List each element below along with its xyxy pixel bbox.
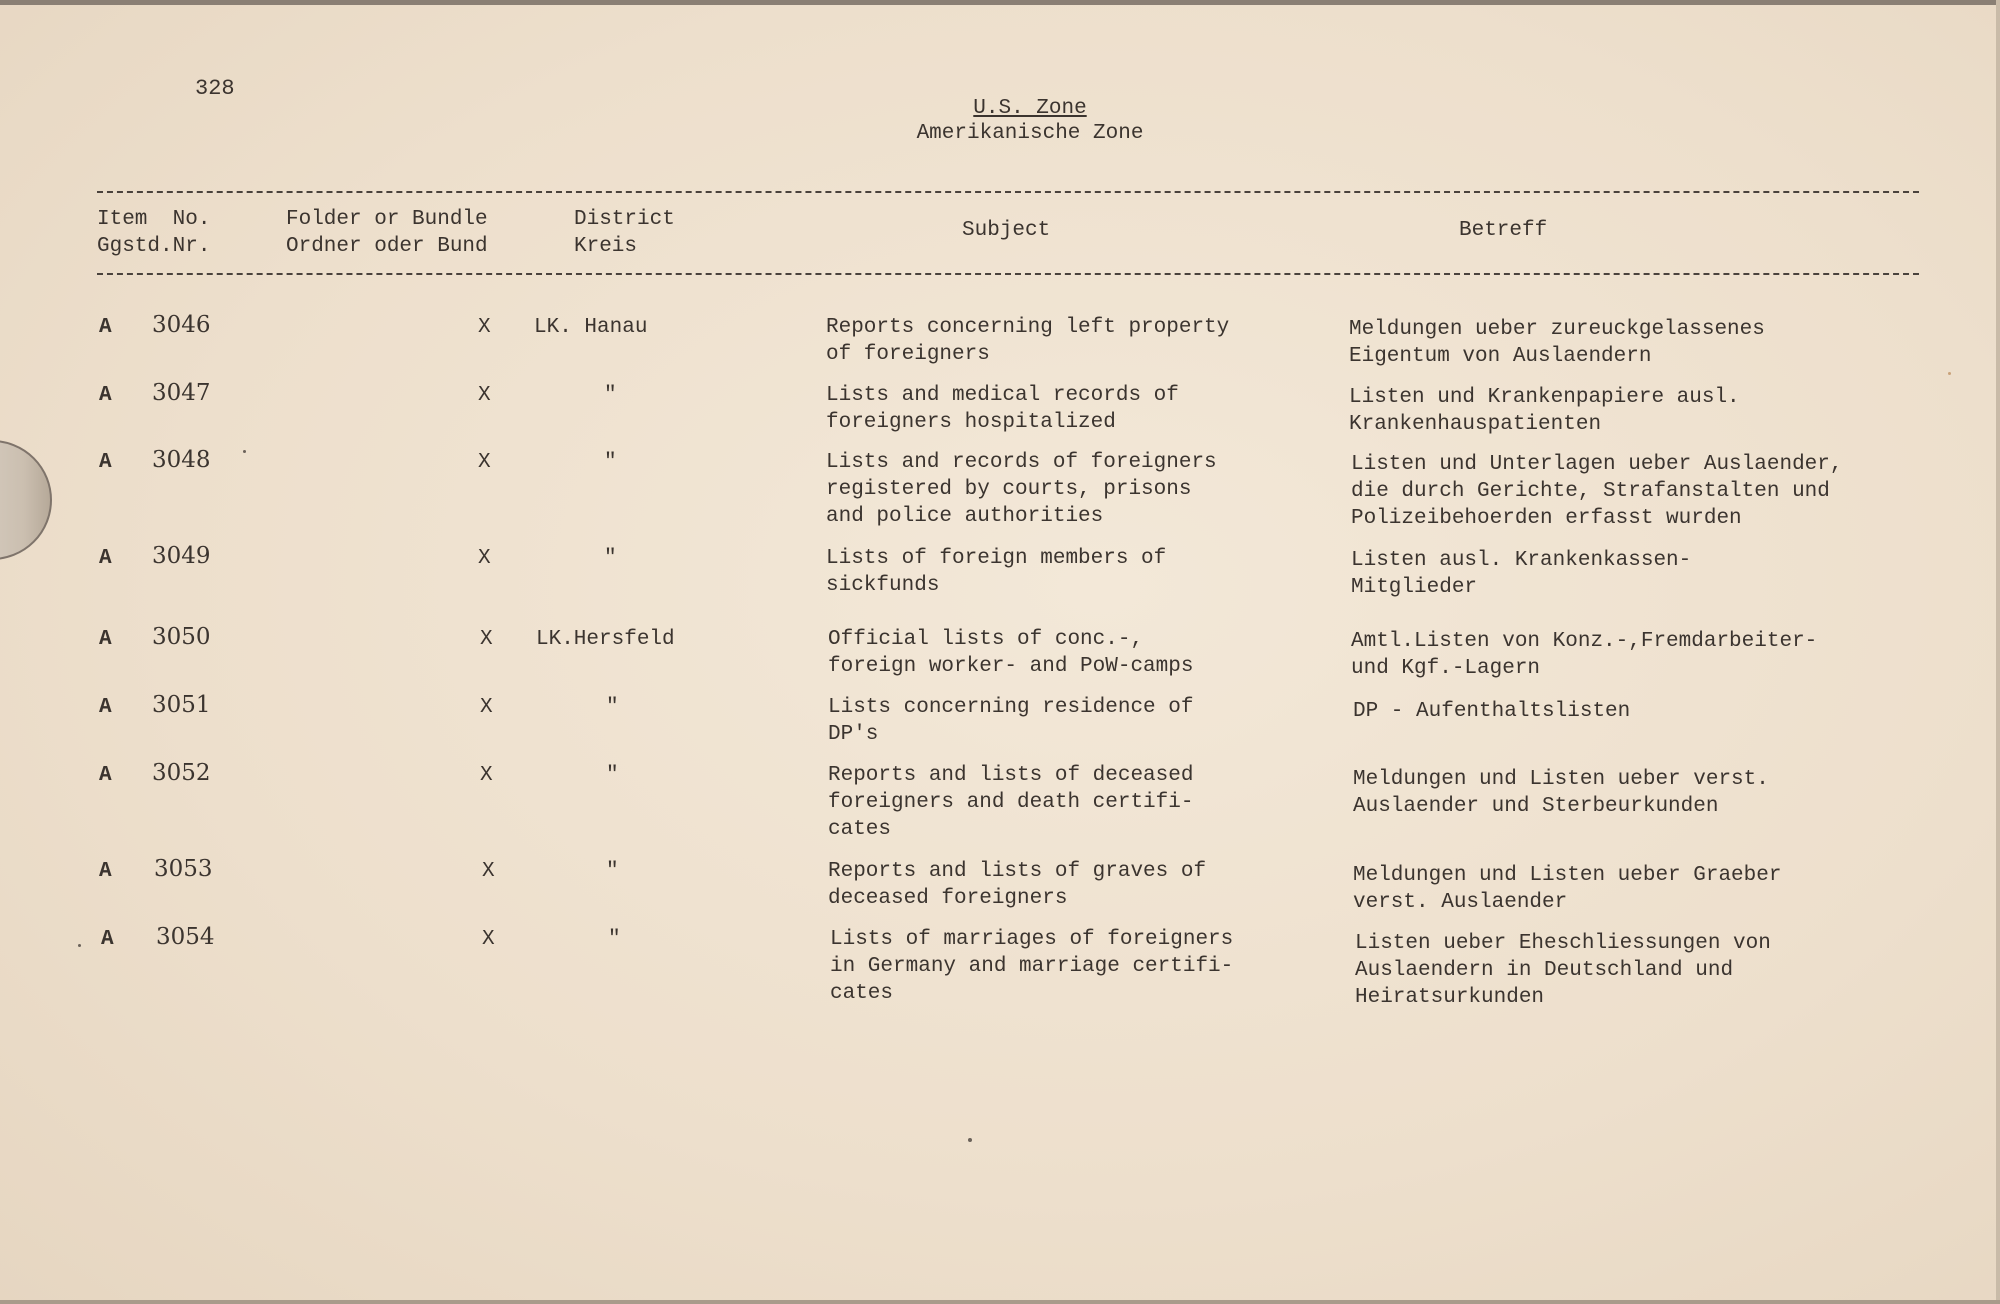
row-letter: A: [99, 316, 112, 339]
row-betreff: DP - Aufenthaltslisten: [1353, 700, 1631, 723]
paper-speck: [243, 450, 246, 453]
row-district: LK. Hanau: [534, 316, 648, 339]
row-item-number: 3051: [152, 692, 211, 718]
row-betreff: Listen ueber Eheschliessungen von Auslaendern in Deutschland und Heiratsurkunden: [1355, 932, 1771, 1009]
binder-tab: [0, 440, 52, 560]
paper-speck: [1948, 372, 1951, 375]
header-district-en: District: [574, 208, 675, 231]
row-folder: X: [478, 451, 491, 474]
header-item-no-en: Item No.: [97, 208, 211, 231]
row-subject: Lists of foreign members of sickfunds: [826, 547, 1167, 597]
row-subject: Lists concerning residence of DP's: [828, 696, 1194, 746]
header-item-no-de: Ggstd.Nr.: [97, 235, 211, 258]
row-item-number: 3054: [156, 924, 215, 950]
row-item-number: 3046: [152, 312, 211, 338]
row-betreff: Amtl.Listen von Konz.-,Fremdarbeiter- und Kgf.-Lagern: [1351, 630, 1818, 680]
page-number: 328: [195, 76, 235, 101]
row-district: ": [608, 928, 621, 951]
row-betreff: Listen und Unterlagen ueber Auslaender, die durch Gerichte, Strafanstalten und Polizeibehoerden erfasst wurden: [1351, 453, 1843, 530]
row-district: ": [606, 764, 619, 787]
page-top-edge: [0, 0, 2000, 5]
row-item-number: 3053: [154, 856, 213, 882]
row-item-number: 3052: [152, 760, 211, 786]
row-district: ": [604, 547, 617, 570]
row-betreff: Listen und Krankenpapiere ausl. Krankenhauspatienten: [1349, 386, 1740, 436]
row-district: ": [606, 860, 619, 883]
row-folder: X: [478, 547, 491, 570]
row-letter: A: [99, 384, 112, 407]
zone-title-german: Amerikanische Zone: [916, 122, 1144, 145]
row-letter: A: [99, 696, 112, 719]
row-subject: Lists of marriages of foreigners in Germany and marriage certifi- cates: [830, 928, 1234, 1005]
row-subject: Reports and lists of deceased foreigners and death certifi- cates: [828, 764, 1194, 841]
row-folder: X: [482, 928, 495, 951]
paper-speck: [968, 1138, 972, 1142]
row-item-number: 3050: [152, 624, 211, 650]
header-folder: [286, 206, 488, 260]
row-item-number: 3047: [152, 380, 211, 406]
row-betreff: Meldungen und Listen ueber Graeber verst. Auslaender: [1353, 864, 1782, 914]
row-letter: A: [99, 451, 112, 474]
row-letter: A: [99, 860, 112, 883]
header-folder-de: Ordner oder Bund: [286, 235, 488, 258]
header-subject: Subject: [962, 219, 1051, 242]
row-betreff: Meldungen und Listen ueber verst. Auslaender und Sterbeurkunden: [1353, 768, 1769, 818]
row-folder: X: [482, 860, 495, 883]
row-item-number: 3048: [152, 447, 211, 473]
header-district-de: Kreis: [574, 235, 638, 258]
row-betreff: Meldungen ueber zureuckgelassenes Eigentum von Auslaendern: [1349, 318, 1765, 368]
page-right-edge: [1996, 0, 2000, 1304]
row-folder: X: [480, 628, 493, 651]
row-district: LK.Hersfeld: [536, 628, 675, 651]
header-item-no: [97, 206, 210, 260]
row-folder: X: [478, 384, 491, 407]
row-subject: Lists and records of foreigners registered by courts, prisons and police authorities: [826, 451, 1217, 528]
row-subject: Official lists of conc.-, foreign worker- and PoW-camps: [828, 628, 1194, 678]
row-letter: A: [99, 547, 112, 570]
zone-title: [0, 96, 2000, 146]
zone-title-english: U.S. Zone: [973, 97, 1087, 120]
row-subject: Lists and medical records of foreigners hospitalized: [826, 384, 1179, 434]
row-district: ": [604, 384, 617, 407]
row-betreff: Listen ausl. Krankenkassen- Mitglieder: [1351, 549, 1692, 599]
row-subject: Reports concerning left property of foreigners: [826, 316, 1230, 366]
header-betreff: Betreff: [1459, 219, 1548, 242]
row-folder: X: [480, 764, 493, 787]
paper-speck: [78, 944, 81, 947]
header-bottom-rule: [97, 273, 1919, 275]
row-folder: X: [480, 696, 493, 719]
page-bottom-edge: [0, 1300, 2000, 1304]
row-letter: A: [99, 764, 112, 787]
row-item-number: 3049: [152, 543, 211, 569]
row-district: ": [604, 451, 617, 474]
row-letter: A: [99, 628, 112, 651]
header-top-rule: [97, 191, 1919, 193]
row-folder: X: [478, 316, 491, 339]
header-district: [574, 206, 675, 260]
row-subject: Reports and lists of graves of deceased foreigners: [828, 860, 1207, 910]
row-letter: A: [101, 928, 114, 951]
row-district: ": [606, 696, 619, 719]
header-folder-en: Folder or Bundle: [286, 208, 488, 231]
